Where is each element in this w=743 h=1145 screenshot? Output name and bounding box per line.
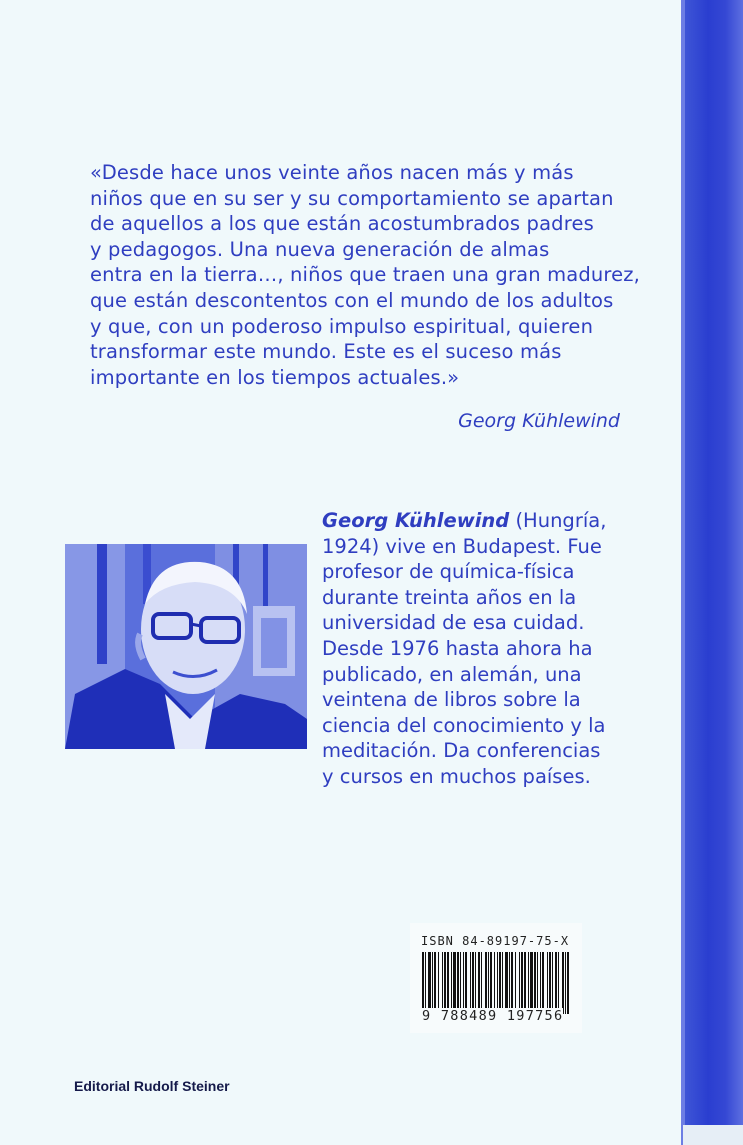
barcode-bar xyxy=(567,952,569,1014)
barcode-bar xyxy=(434,952,436,1014)
barcode-bar xyxy=(552,952,553,1014)
barcode-bar xyxy=(515,952,516,1014)
barcode-bar xyxy=(509,952,510,1014)
bio-line: universidad de esa cuidad. xyxy=(322,611,585,635)
quote-line: transformar este mundo. Este es el suceso más xyxy=(90,340,562,364)
barcode-bar xyxy=(537,952,538,1014)
book-spine xyxy=(685,0,743,1145)
barcode-bar xyxy=(490,952,492,1014)
barcode-bar xyxy=(558,952,559,1014)
barcode-bar xyxy=(460,952,461,1014)
barcode-bar xyxy=(432,952,433,1014)
barcode-bar xyxy=(505,952,508,1014)
barcode-bar xyxy=(497,952,498,1014)
barcode-bar xyxy=(422,952,424,1014)
blurb-quote xyxy=(90,160,640,390)
quote-line: y que, con un poderoso impulso espiritual, quieren xyxy=(90,314,594,338)
barcode-bar xyxy=(502,952,503,1014)
barcode-bar xyxy=(470,952,471,1014)
barcode-bar xyxy=(453,952,456,1014)
barcode-bar xyxy=(542,952,544,1014)
bio-line: durante treinta años en la xyxy=(322,585,577,609)
bio-line: veintena de libros sobre la xyxy=(322,688,581,712)
author-photo xyxy=(65,544,307,749)
barcode-bar xyxy=(549,952,551,1014)
bio-first-line-rest: (Hungría, xyxy=(509,509,607,532)
quote-line: que están descontentos con el mundo de los adultos xyxy=(90,288,614,312)
barcode-bar xyxy=(438,952,439,1014)
barcode-bar xyxy=(457,952,459,1014)
barcode-bar xyxy=(521,952,523,1014)
spine-bottom-corner xyxy=(683,1125,743,1145)
bio-line: Desde 1976 hasta ahora ha xyxy=(322,636,593,660)
bio-line: meditación. Da conferencias xyxy=(322,739,601,763)
bio-line: profesor de química-física xyxy=(322,560,575,584)
author-bio xyxy=(322,508,622,790)
barcode-bar xyxy=(478,952,480,1014)
barcode-bar xyxy=(472,952,474,1014)
bio-line: 1924) vive en Budapest. Fue xyxy=(322,534,602,558)
barcode-bar xyxy=(463,952,464,1014)
barcode-bar xyxy=(534,952,536,1014)
ean-number: 9 788489 197756 xyxy=(422,1008,564,1024)
isbn-text: ISBN 84-89197-75-X xyxy=(421,934,570,948)
quote-line: niños que en su ser y su comportamiento se apartan xyxy=(90,186,614,210)
barcode-bar xyxy=(442,952,443,1014)
quote-line: importante en los tiempos actuales.» xyxy=(90,365,460,389)
barcode-bar xyxy=(475,952,476,1014)
barcode-bar xyxy=(494,952,495,1014)
bio-line: publicado, en alemán, una xyxy=(322,662,582,686)
barcode-bar xyxy=(530,952,533,1014)
barcode-bar xyxy=(499,952,501,1014)
author-portrait-image xyxy=(65,544,307,749)
publisher-name: Editorial Rudolf Steiner xyxy=(74,1078,230,1094)
quote-line: de aquellos a los que están acostumbrados padres xyxy=(90,212,594,236)
barcode-bar xyxy=(555,952,557,1014)
bio-line: y cursos en muchos países. xyxy=(322,764,591,788)
bio-first-line xyxy=(322,508,622,534)
barcode-bar xyxy=(451,952,452,1014)
barcode-bar xyxy=(465,952,467,1014)
barcode-bar xyxy=(524,952,526,1014)
barcode-bar xyxy=(428,952,431,1014)
barcode-bar xyxy=(540,952,541,1014)
barcode-bar xyxy=(481,952,482,1014)
barcode-bar xyxy=(488,952,489,1014)
quote-line: y pedagogos. Una nueva generación de almas xyxy=(90,237,550,261)
barcode-bar xyxy=(511,952,513,1014)
barcode-bar xyxy=(485,952,487,1014)
barcode-bar xyxy=(447,952,449,1014)
barcode-bar xyxy=(565,952,566,1014)
quote-line: entra en la tierra…, niños que traen una gran madurez, xyxy=(90,263,640,287)
barcode-bars xyxy=(420,952,572,1014)
barcode-bar xyxy=(519,952,520,1014)
barcode-bar xyxy=(444,952,446,1014)
barcode-bar xyxy=(528,952,529,1014)
quote-attribution: Georg Kühlewind xyxy=(458,410,620,432)
bio-line: ciencia del conocimiento y la xyxy=(322,713,606,737)
bio-author-name: Georg Kühlewind xyxy=(322,509,510,532)
quote-line: «Desde hace unos veinte años nacen más y más xyxy=(90,161,574,184)
barcode-bar xyxy=(562,952,564,1014)
barcode-bar xyxy=(547,952,548,1014)
barcode-bar xyxy=(425,952,426,1014)
